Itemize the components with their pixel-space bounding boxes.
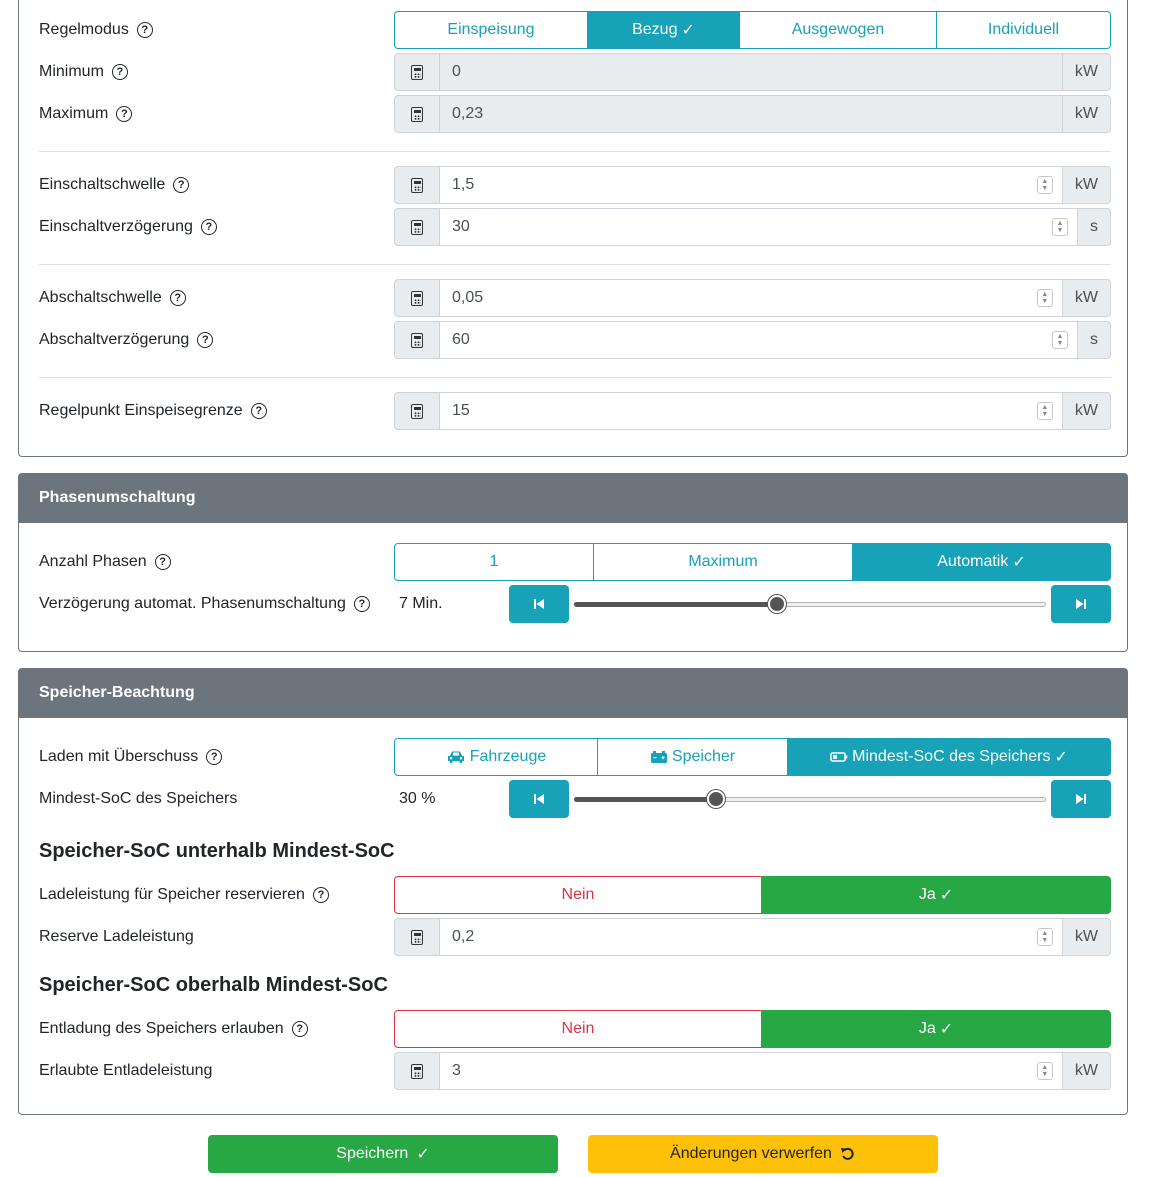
question-circle-icon[interactable]: ? [137,22,153,38]
question-circle-icon[interactable]: ? [292,1021,308,1037]
reserve-label: Reserve Ladeleistung [39,928,194,945]
verzoegerung-label: Verzögerung automat. Phasenumschaltung [39,595,346,612]
unit-label: kW [1062,166,1111,204]
check-icon: ✓ [1054,749,1068,766]
question-circle-icon[interactable]: ? [173,177,189,193]
calculator-icon [411,220,423,235]
entladung-toggle [394,1010,1111,1048]
einschaltverzoegerung-input[interactable]: 30 ▲ ▼ [440,208,1077,246]
unit-label: kW [1062,392,1111,430]
slider-value: 30 % [399,790,436,807]
verzoegerung-slider[interactable] [574,585,1046,623]
einschaltverzoegerung-row [39,208,1111,246]
calculator-button[interactable] [394,1052,440,1090]
calculator-button[interactable] [394,166,440,204]
entladung-ja-button[interactable]: Ja ✓ [761,1010,1111,1048]
entladeleistung-row [39,1052,1111,1090]
reserve-row [39,918,1111,956]
step-backward-button[interactable] [509,585,569,623]
question-circle-icon[interactable]: ? [354,596,370,612]
spinner-icon[interactable]: ▲ ▼ [1037,928,1053,946]
abschaltverzoegerung-row [39,321,1111,359]
laden-label: Laden mit Überschuss [39,748,199,765]
phasenumschaltung-card [18,473,1128,652]
calculator-button[interactable] [394,918,440,956]
verzoegerung-row [39,585,1111,623]
divider [39,264,1111,265]
step-backward-icon [533,598,545,610]
mindest-soc-button[interactable]: Mindest-SoC des Speichers ✓ [787,738,1111,776]
laden-row [39,738,1111,776]
check-icon: ✓ [1012,554,1026,571]
question-circle-icon[interactable]: ? [313,887,329,903]
minimum-row [39,53,1111,91]
spinner-icon[interactable]: ▲ ▼ [1037,289,1053,307]
car-battery-icon [650,750,668,764]
speicher-button[interactable]: Speicher [597,738,788,776]
slider-value: 7 Min. [399,595,443,612]
entladeleistung-label: Erlaubte Entladeleistung [39,1062,213,1079]
anzahl-phasen-row [39,543,1111,581]
einschaltschwelle-input[interactable]: 1,5 ▲ ▼ [440,166,1062,204]
regelung-card [18,0,1128,457]
phasen-automatik-button[interactable]: Automatik ✓ [852,543,1111,581]
check-icon: ✓ [416,1146,430,1163]
regelmodus-button-group [394,11,1111,49]
step-backward-icon [533,793,545,805]
spinner-icon[interactable]: ▲ ▼ [1037,402,1053,420]
step-forward-icon [1075,598,1087,610]
regelpunkt-input[interactable]: 15 ▲ ▼ [440,392,1062,430]
step-forward-icon [1075,793,1087,805]
unit-label: s [1077,208,1111,246]
entladeleistung-input[interactable]: 3 ▲ ▼ [440,1052,1062,1090]
calculator-button[interactable] [394,95,440,133]
slider-fill [574,797,716,802]
phasen-maximum-button[interactable]: Maximum [593,543,853,581]
unit-label: kW [1062,279,1111,317]
abschaltschwelle-label: Abschaltschwelle [39,289,162,306]
save-button[interactable]: Speichern ✓ [208,1135,558,1173]
calculator-button[interactable] [394,392,440,430]
question-circle-icon[interactable]: ? [206,749,222,765]
mindest-soc-slider[interactable] [574,780,1046,818]
calculator-button[interactable] [394,279,440,317]
calculator-button[interactable] [394,208,440,246]
question-circle-icon[interactable]: ? [112,64,128,80]
regelmodus-individuell-button[interactable]: Individuell [936,11,1111,49]
calculator-icon [411,291,423,306]
abschaltverzoegerung-input[interactable]: 60 ▲ ▼ [440,321,1077,359]
abschaltschwelle-input[interactable]: 0,05 ▲ ▼ [440,279,1062,317]
car-icon [446,750,466,764]
calculator-icon [411,404,423,419]
spinner-icon[interactable]: ▲ ▼ [1037,1062,1053,1080]
anzahl-phasen-button-group [394,543,1111,581]
step-backward-button[interactable] [509,780,569,818]
discard-button[interactable]: Änderungen verwerfen [588,1135,938,1173]
unit-label: kW [1062,1052,1111,1090]
calculator-icon [411,333,423,348]
check-icon: ✓ [681,22,695,39]
einschaltverzoegerung-label: Einschaltverzögerung [39,218,193,235]
reservieren-label: Ladeleistung für Speicher reservieren [39,886,305,903]
maximum-input: 0,23 [440,95,1062,133]
entladung-nein-button[interactable]: Nein [394,1010,762,1048]
laden-button-group [394,738,1111,776]
reservieren-ja-button[interactable]: Ja ✓ [761,876,1111,914]
calculator-icon [411,930,423,945]
unit-label: s [1077,321,1111,359]
regelmodus-bezug-button[interactable]: Bezug ✓ [587,11,740,49]
regelmodus-row [39,11,1111,49]
question-circle-icon[interactable]: ? [116,106,132,122]
unit-label: kW [1062,95,1111,133]
calculator-icon [411,65,423,80]
card-header [19,669,1127,718]
minimum-label: Minimum [39,63,104,80]
anzahl-phasen-label: Anzahl Phasen [39,553,147,570]
calculator-button[interactable] [394,321,440,359]
einschaltschwelle-row [39,166,1111,204]
calculator-button[interactable] [394,53,440,91]
fahrzeuge-button[interactable]: Fahrzeuge [394,738,598,776]
phasen-1-button[interactable]: 1 [394,543,594,581]
reservieren-row [39,876,1111,914]
undo-icon [840,1146,856,1162]
abschaltschwelle-row [39,279,1111,317]
regelpunkt-label: Regelpunkt Einspeisegrenze [39,402,243,419]
check-icon: ✓ [939,887,954,904]
card-title: Phasenumschaltung [39,489,196,506]
regelmodus-ausgewogen-button[interactable]: Ausgewogen [739,11,937,49]
maximum-label: Maximum [39,105,109,122]
section-heading-oberhalb: Speicher-SoC oberhalb Mindest-SoC [39,974,388,996]
card-header [19,474,1127,523]
calculator-icon [411,178,423,193]
mindest-soc-row [39,780,1111,818]
section-heading-unterhalb: Speicher-SoC unterhalb Mindest-SoC [39,840,395,862]
spinner-icon[interactable]: ▲ ▼ [1052,331,1068,349]
question-circle-icon[interactable]: ? [155,554,171,570]
calculator-icon [411,107,423,122]
unit-label: kW [1062,918,1111,956]
minimum-input: 0 [440,53,1062,91]
question-circle-icon[interactable]: ? [197,332,213,348]
card-title: Speicher-Beachtung [39,684,195,701]
step-forward-button[interactable] [1051,585,1111,623]
battery-quarter-icon [830,751,848,763]
spinner-icon[interactable]: ▲ ▼ [1037,176,1053,194]
slider-fill [574,602,777,607]
mindest-soc-label: Mindest-SoC des Speichers [39,790,238,807]
regelmodus-einspeisung-button[interactable]: Einspeisung [394,11,588,49]
slider-thumb[interactable] [707,790,725,808]
question-circle-icon[interactable]: ? [251,403,267,419]
reservieren-nein-button[interactable]: Nein [394,876,762,914]
check-icon: ✓ [939,1021,954,1038]
regelmodus-label: Regelmodus [39,21,129,38]
question-circle-icon[interactable]: ? [170,290,186,306]
einschaltschwelle-label: Einschaltschwelle [39,176,166,193]
unit-label: kW [1062,53,1111,91]
speicher-card [18,668,1128,1115]
slider-thumb[interactable] [768,595,786,613]
question-circle-icon[interactable]: ? [201,219,217,235]
entladung-label: Entladung des Speichers erlauben [39,1020,284,1037]
spinner-icon[interactable]: ▲ ▼ [1052,218,1068,236]
reservieren-toggle [394,876,1111,914]
maximum-row [39,95,1111,133]
divider [39,151,1111,152]
abschaltverzoegerung-label: Abschaltverzögerung [39,331,190,348]
regelpunkt-row [39,392,1111,430]
entladung-row [39,1010,1111,1048]
divider [39,377,1111,378]
step-forward-button[interactable] [1051,780,1111,818]
reserve-input[interactable]: 0,2 ▲ ▼ [440,918,1062,956]
calculator-icon [411,1064,423,1079]
